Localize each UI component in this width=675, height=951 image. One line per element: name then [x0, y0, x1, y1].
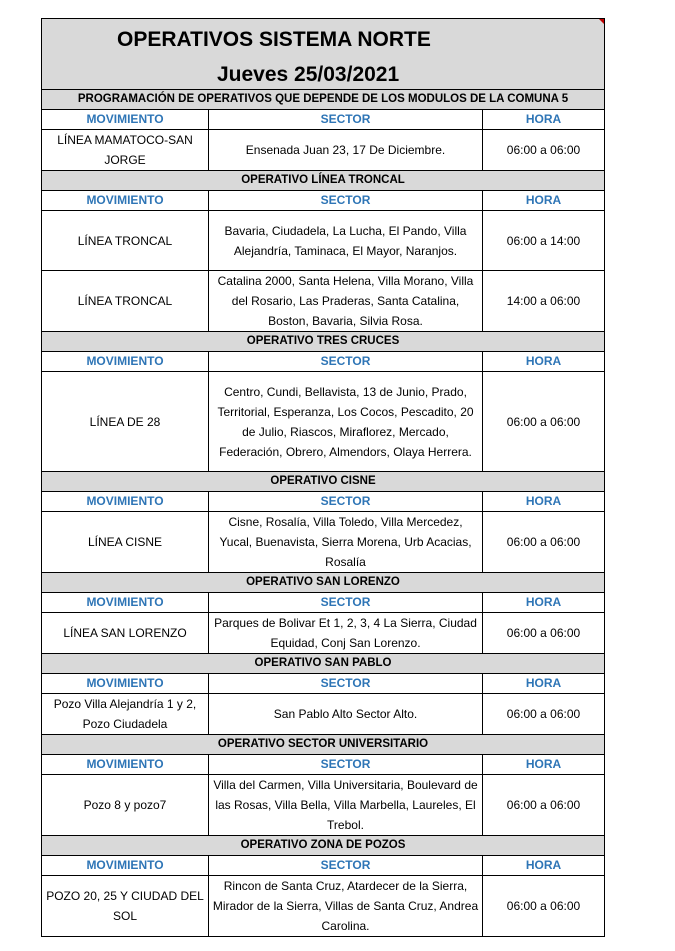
section-title-row	[42, 573, 605, 593]
header-sector: SECTOR	[209, 110, 483, 130]
sector-cell: Villa del Carmen, Villa Universitaria, Boulevard de las Rosas, Villa Bella, Villa Marbella, Laureles, El Trebol.	[209, 775, 483, 836]
hora-cell: 06:00 a 06:00	[483, 775, 605, 836]
table-row	[42, 694, 605, 735]
table-row	[42, 613, 605, 654]
header-movimiento: MOVIMIENTO	[42, 191, 209, 211]
hora-cell: 14:00 a 06:00	[483, 271, 605, 332]
sector-cell: Bavaria, Ciudadela, La Lucha, El Pando, Villa Alejandría, Taminaca, El Mayor, Naranjos.	[209, 211, 483, 271]
movimiento-cell: Pozo Villa Alejandría 1 y 2, Pozo Ciudadela	[42, 694, 209, 735]
section-title-row	[42, 735, 605, 755]
movimiento-cell: LÍNEA MAMATOCO-SAN JORGE	[42, 130, 209, 171]
schedule-sheet	[41, 18, 604, 937]
section-title: OPERATIVO CISNE	[42, 472, 605, 492]
header-hora: HORA	[483, 352, 605, 372]
header-hora: HORA	[483, 856, 605, 876]
section-title-row	[42, 836, 605, 856]
movimiento-cell: LÍNEA TRONCAL	[42, 211, 209, 271]
header-movimiento: MOVIMIENTO	[42, 352, 209, 372]
hora-cell: 06:00 a 14:00	[483, 211, 605, 271]
header-hora: HORA	[483, 755, 605, 775]
movimiento-cell: LÍNEA DE 28	[42, 372, 209, 472]
hora-cell: 06:00 a 06:00	[483, 613, 605, 654]
section-title: OPERATIVO TRES CRUCES	[42, 332, 605, 352]
section-title-row	[42, 654, 605, 674]
section-title-row	[42, 171, 605, 191]
sector-cell: Ensenada Juan 23, 17 De Diciembre.	[209, 130, 483, 171]
header-movimiento: MOVIMIENTO	[42, 674, 209, 694]
column-header-row	[42, 593, 605, 613]
section-title-row	[42, 332, 605, 352]
section-title: OPERATIVO SAN PABLO	[42, 654, 605, 674]
table-row	[42, 876, 605, 937]
section-title-row	[42, 90, 605, 110]
table-row	[42, 130, 605, 171]
header-movimiento: MOVIMIENTO	[42, 593, 209, 613]
sector-cell: San Pablo Alto Sector Alto.	[209, 694, 483, 735]
hora-cell: 06:00 a 06:00	[483, 372, 605, 472]
header-hora: HORA	[483, 191, 605, 211]
column-header-row	[42, 755, 605, 775]
column-header-row	[42, 110, 605, 130]
section-title: OPERATIVO LÍNEA TRONCAL	[42, 171, 605, 191]
hora-cell: 06:00 a 06:00	[483, 130, 605, 171]
column-header-row	[42, 856, 605, 876]
header-sector: SECTOR	[209, 492, 483, 512]
header-movimiento: MOVIMIENTO	[42, 755, 209, 775]
operations-table	[41, 18, 605, 937]
header-hora: HORA	[483, 593, 605, 613]
header-hora: HORA	[483, 674, 605, 694]
header-movimiento: MOVIMIENTO	[42, 856, 209, 876]
sector-cell: Cisne, Rosalía, Villa Toledo, Villa Mercedez, Yucal, Buenavista, Sierra Morena, Urb Acacias, Rosalía	[209, 512, 483, 573]
movimiento-cell: LÍNEA SAN LORENZO	[42, 613, 209, 654]
movimiento-cell: LÍNEA TRONCAL	[42, 271, 209, 332]
table-row	[42, 372, 605, 472]
sector-cell: Catalina 2000, Santa Helena, Villa Morano, Villa del Rosario, Las Praderas, Santa Catalina, Boston, Bavaria, Silvia Rosa.	[209, 271, 483, 332]
table-row	[42, 211, 605, 271]
section-title-row	[42, 472, 605, 492]
header-movimiento: MOVIMIENTO	[42, 492, 209, 512]
header-sector: SECTOR	[209, 593, 483, 613]
header-hora: HORA	[483, 110, 605, 130]
header-hora: HORA	[483, 492, 605, 512]
header-movimiento: MOVIMIENTO	[42, 110, 209, 130]
section-title: OPERATIVO SAN LORENZO	[42, 573, 605, 593]
column-header-row	[42, 674, 605, 694]
title-cell	[42, 19, 605, 90]
header-sector: SECTOR	[209, 674, 483, 694]
sector-cell: Parques de Bolivar Et 1, 2, 3, 4 La Sierra, Ciudad Equidad, Conj San Lorenzo.	[209, 613, 483, 654]
hora-cell: 06:00 a 06:00	[483, 694, 605, 735]
table-row	[42, 271, 605, 332]
section-title: PROGRAMACIÓN DE OPERATIVOS QUE DEPENDE DE LOS MODULOS DE LA COMUNA 5	[42, 90, 605, 110]
column-header-row	[42, 191, 605, 211]
hora-cell: 06:00 a 06:00	[483, 876, 605, 937]
movimiento-cell: Pozo 8 y pozo7	[42, 775, 209, 836]
header-sector: SECTOR	[209, 755, 483, 775]
section-title: OPERATIVO SECTOR UNIVERSITARIO	[42, 735, 605, 755]
comment-marker-icon	[598, 19, 605, 26]
table-row	[42, 775, 605, 836]
header-sector: SECTOR	[209, 352, 483, 372]
header-sector: SECTOR	[209, 191, 483, 211]
page-title: OPERATIVOS SISTEMA NORTE	[117, 28, 431, 51]
sector-cell: Centro, Cundi, Bellavista, 13 de Junio, Prado, Territorial, Esperanza, Los Cocos, Pescadito, 20 de Julio, Riascos, Miraflorez, Mercado, Federación, Obrero, Almendors, Olaya Herrera.	[209, 372, 483, 472]
column-header-row	[42, 492, 605, 512]
movimiento-cell: LÍNEA CISNE	[42, 512, 209, 573]
column-header-row	[42, 352, 605, 372]
table-row	[42, 512, 605, 573]
section-title: OPERATIVO ZONA DE POZOS	[42, 836, 605, 856]
sector-cell: Rincon de Santa Cruz, Atardecer de la Sierra, Mirador de la Sierra, Villas de Santa Cruz, Andrea Carolina.	[209, 876, 483, 937]
hora-cell: 06:00 a 06:00	[483, 512, 605, 573]
header-sector: SECTOR	[209, 856, 483, 876]
page-date: Jueves 25/03/2021	[217, 63, 400, 86]
movimiento-cell: POZO 20, 25 Y CIUDAD DEL SOL	[42, 876, 209, 937]
title-row	[42, 19, 605, 90]
